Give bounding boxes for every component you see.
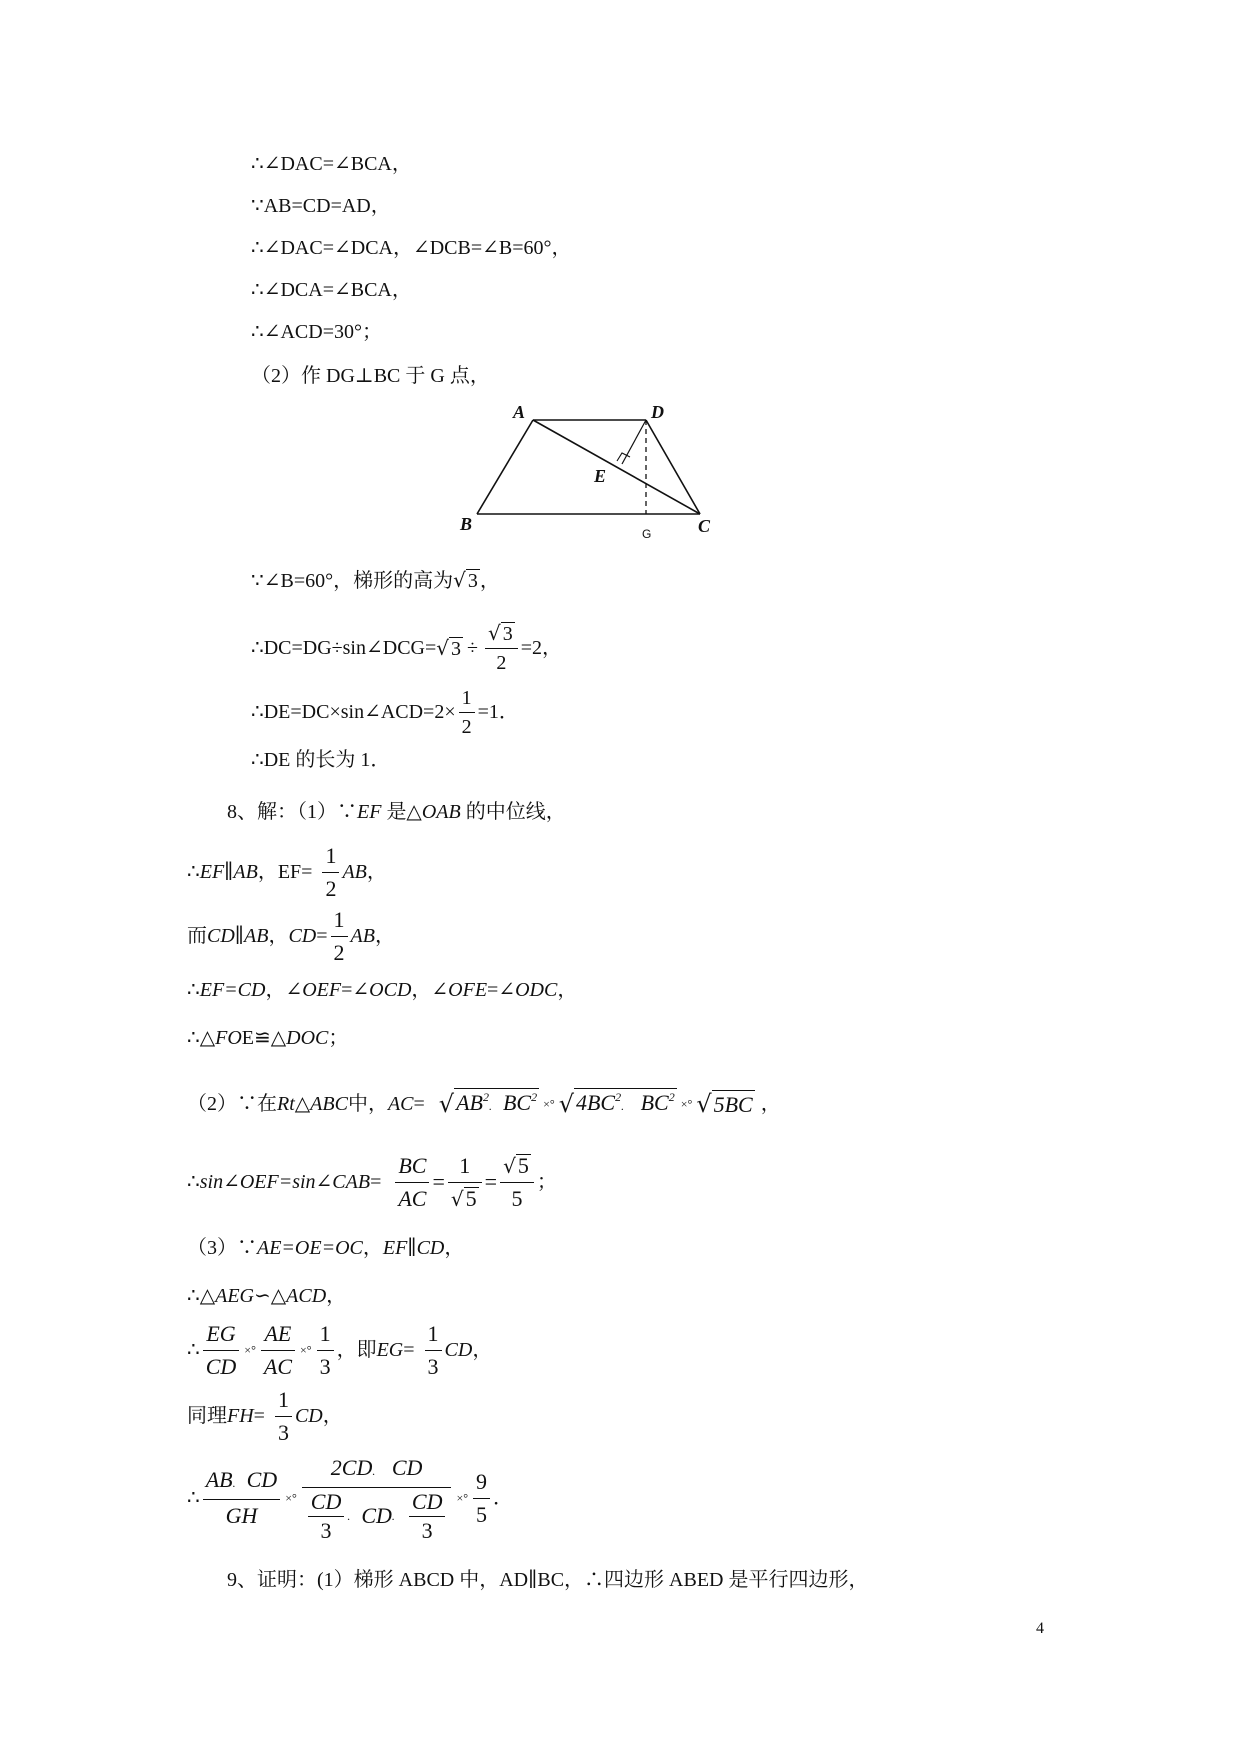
problem-9-heading: 9、证明：(1）梯形 ABCD 中，AD∥BC，∴四边形 ABED 是平行四边形， [227,1569,869,1591]
trapezoid-figure [450,400,730,545]
label-G: G [642,527,652,541]
label-C: C [698,516,711,536]
proof-line: ∴ EF∥AB ，EF= $\frac{1}{2}$ AB ， [187,840,387,904]
proof-line: ∴ sin∠OEF=sin∠CAB = $\frac{BC}{AC}$ = $\frac{1}{√5}$ = $\frac{√5}{5}$ ； [187,1146,557,1218]
proof-line: （3）∵AE=OE=OC，EF∥CD， [187,1237,465,1259]
segment-DC [646,420,700,514]
proof-line: ∴EF=CD，∠OEF=∠OCD，∠OFE=∠ODC， [187,979,578,1001]
proof-line: ∴DE=DC×sin∠ACD=2× $\frac{1}{2}$ =1． [251,682,519,742]
proof-line: ∴△FOE≌△DOC； [187,1027,349,1049]
label-D: D [651,402,664,422]
proof-line: （2）作 DG⊥BC 于 G 点， [251,365,490,387]
fraction: $\frac{√ 3}{2}$ [485,619,518,677]
proof-line: ∴∠DAC=∠BCA， [251,153,412,175]
proof-line: （2）∵在 Rt △ ABC 中， AC = √ $AB^2$. $BC^2$ ×° √ $4BC^2$. $BC^2$ ×° √ 5BC ， [187,1090,781,1118]
proof-line: 而 CD∥AB ， CD = $\frac{1}{2}$ AB ， [187,904,395,968]
segment-AB [477,420,533,514]
proof-line: ∴DC=DG÷sin∠DCG= √ 3 ÷ $\frac{√ 3}{2}$ =2， [251,618,562,678]
segment-DE [622,420,646,464]
label-B: B [460,514,473,534]
proof-line: ∵∠B=60°，梯形的高为√ 3 ， [251,568,500,592]
proof-line: ∵AB=CD=AD， [251,195,391,217]
proof-line: 同理 FH = $\frac{1}{3}$ CD ， [187,1386,343,1446]
right-angle-mark [617,453,630,461]
segment-AC [533,420,700,514]
proof-line: ∴∠ACD=30°； [251,321,382,343]
proof-line: ∴∠DCA=∠BCA， [251,279,412,301]
fraction: $\frac{1}{2}$ [459,684,475,741]
proof-line: ∴∠DAC=∠DCA，∠DCB=∠B=60°， [251,237,572,259]
proof-line: ∴DE 的长为 1． [251,749,391,771]
proof-line: ∴ $\frac{EG}{CD}$ ×° $\frac{AE}{AC}$ ×° $\frac{1}{3}$ ，即 EG = $\frac{1}{3}$ CD ， [187,1314,492,1386]
proof-line: ∴△AEG∽△ACD， [187,1285,347,1307]
proof-line: ∴ $\frac{AB. CD}{GH}$ ×° 2CD. CD $\frac{CD}{3}$ . CD . $\frac{CD}{3}$ ×° $\frac{9}{5}$ ． [187,1450,513,1546]
label-A: A [513,402,526,422]
page-number: 4 [1036,1620,1044,1637]
label-E: E [594,466,607,486]
problem-8-heading: 8、解：（1）∵EF 是△OAB 的中位线， [227,801,566,823]
